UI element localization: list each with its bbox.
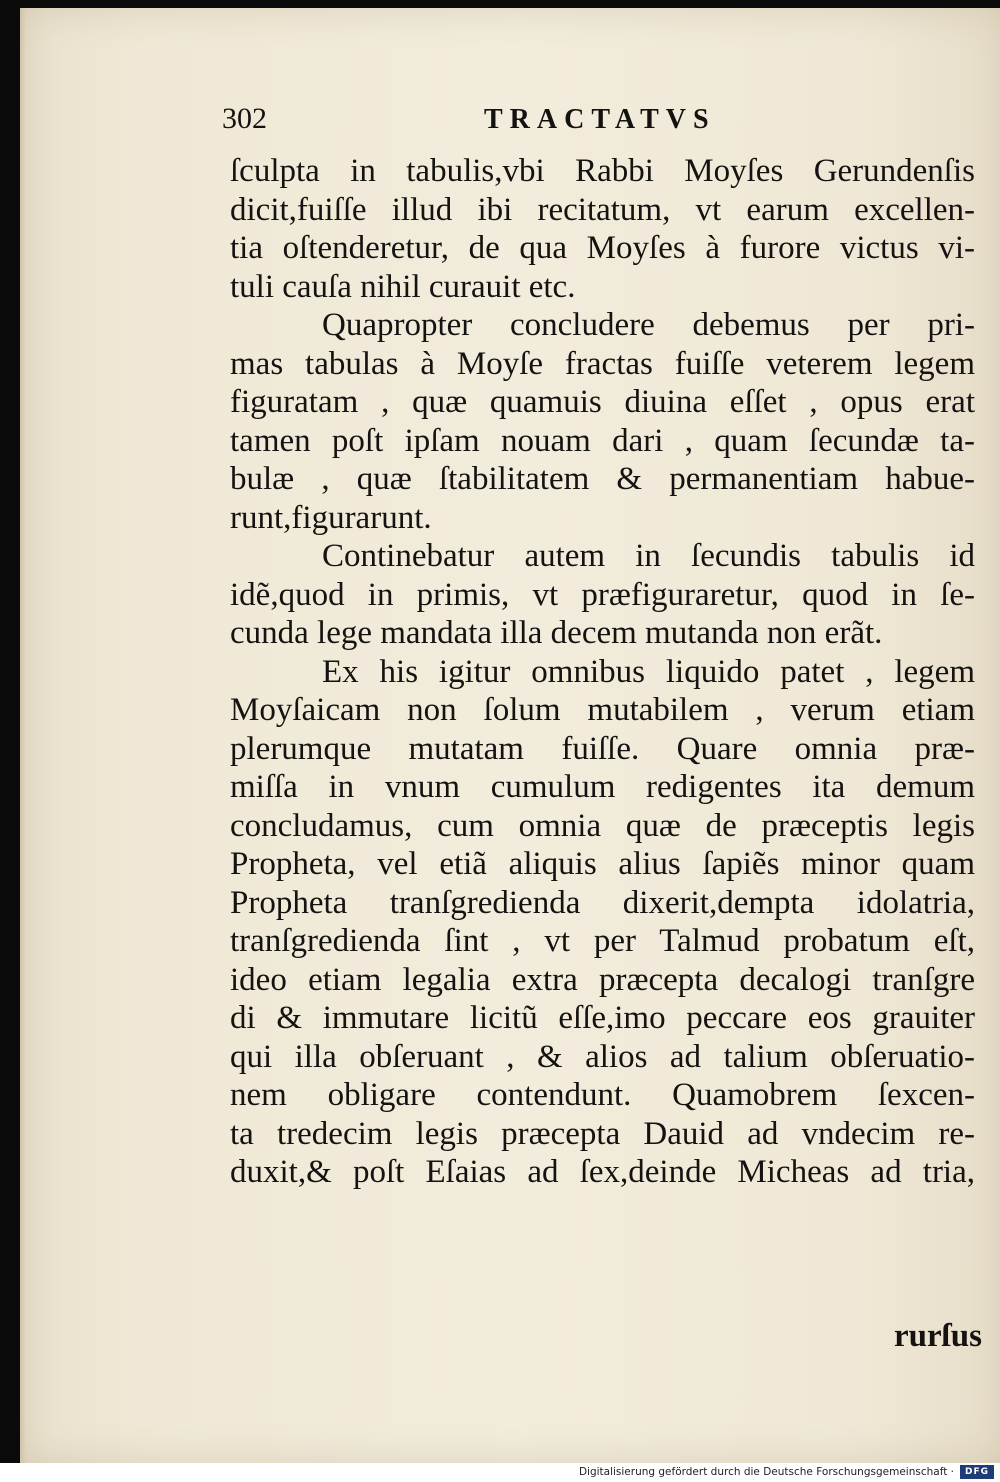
text-line: figuratam , quæ quamuis diuina eſſet , opus erat	[230, 384, 975, 420]
text-line: cunda lege mandata illa decem mutanda non erãt.	[230, 615, 883, 651]
digitization-footer	[0, 1463, 1000, 1482]
text-line: concludamus, cum omnia quæ de præceptis legis	[230, 807, 975, 844]
text-line: Propheta tranſgredienda dixerit,dempta idolatria,	[230, 884, 975, 921]
text-line: bulæ , quæ ſtabilitatem & permanentiam habue-	[230, 461, 975, 497]
text-line: qui illa obſeruant , & alios ad talium obſeruatio-	[230, 1038, 975, 1075]
page-edge-shadow	[20, 8, 26, 1463]
paragraph	[230, 306, 975, 537]
text-line: ta tredecim legis præcepta Dauid ad vndecim re-	[230, 1115, 975, 1152]
paragraph	[230, 537, 975, 653]
paragraph	[230, 152, 975, 306]
text-line: miſſa in vnum cumulum redigentes ita demum	[230, 769, 975, 805]
text-line: duxit,& poſt Eſaias ad ſex,deinde Micheas ad tria,	[230, 1154, 975, 1190]
page-number: 302	[222, 102, 267, 135]
text-line: ideo etiam legalia extra præcepta decalogi tranſgre	[230, 961, 975, 998]
text-line: mas tabulas à Moyſe fractas fuiſſe veterem legem	[230, 345, 975, 382]
funding-credit: Digitalisierung gefördert durch die Deutsche Forschungsgemeinschaft ·	[578, 1466, 954, 1478]
text-line: di & immutare licitũ eſſe,imo peccare eos grauiter	[230, 1000, 975, 1036]
body-text	[230, 152, 975, 1192]
text-line: tamen poſt ipſam nouam dari , quam ſecundæ ta-	[230, 422, 975, 459]
text-line: Quapropter concludere debemus per pri-	[322, 307, 975, 343]
text-line: nem obligare contendunt. Quamobrem ſexcen-	[230, 1077, 975, 1113]
text-line: Propheta, vel etiã aliquis alius ſapiẽs minor quam	[230, 846, 975, 882]
text-line: tranſgredienda ſint , vt per Talmud probatum eſt,	[230, 923, 975, 959]
text-line: Continebatur autem in ſecundis tabulis id	[322, 538, 975, 574]
running-title: TRACTATVS	[484, 104, 716, 135]
page-header	[222, 100, 742, 140]
text-line: tia oſtenderetur, de qua Moyſes à furore victus vi-	[230, 230, 975, 266]
text-line: idẽ,quod in primis, vt præfiguraretur, quod in ſe-	[230, 576, 975, 613]
catchword: rurſus	[893, 1318, 982, 1354]
text-line: plerumque mutatam fuiſſe. Quare omnia præ-	[230, 730, 975, 767]
dfg-logo: DFG	[960, 1465, 994, 1479]
text-line: Ex his igitur omnibus liquido patet , legem	[322, 653, 975, 690]
text-line: ſculpta in tabulis,vbi Rabbi Moyſes Gerundenſis	[230, 153, 975, 189]
text-line: Moyſaicam non ſolum mutabilem , verum etiam	[230, 692, 975, 728]
text-line: dicit,fuiſſe illud ibi recitatum, vt earum excellen-	[230, 191, 975, 228]
paragraph	[230, 653, 975, 1192]
text-line: tuli cauſa nihil curauit etc.	[230, 268, 576, 305]
text-line: runt,figurarunt.	[230, 499, 432, 536]
